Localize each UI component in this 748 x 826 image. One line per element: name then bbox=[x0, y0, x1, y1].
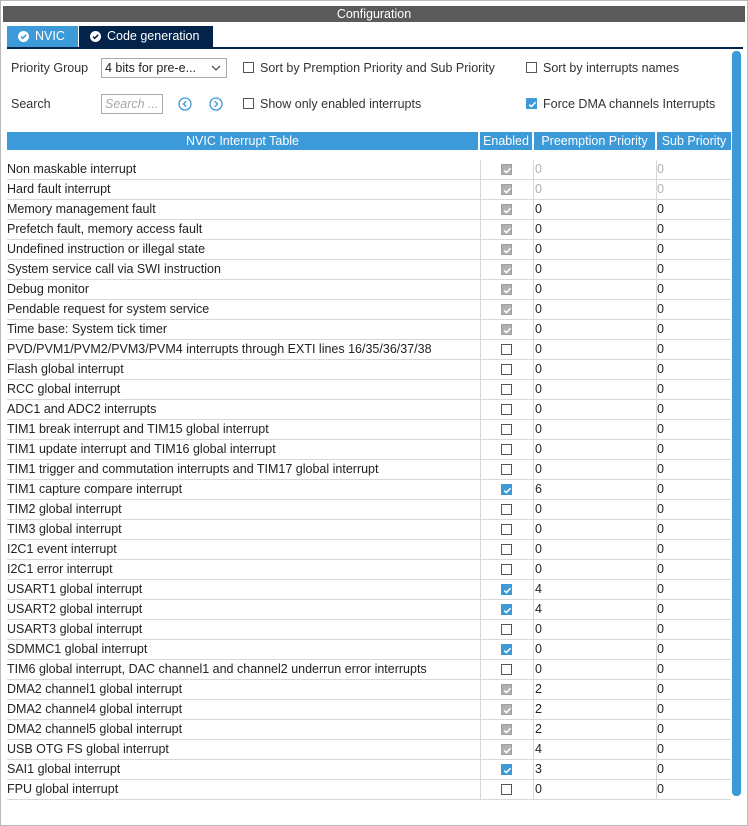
sub-priority-cell[interactable]: 0 bbox=[657, 402, 664, 416]
interrupt-name: Prefetch fault, memory access fault bbox=[7, 222, 203, 236]
preemption-priority-cell[interactable]: 0 bbox=[535, 462, 542, 476]
sub-priority-cell[interactable]: 0 bbox=[657, 602, 664, 616]
preemption-priority-cell[interactable]: 0 bbox=[535, 402, 542, 416]
preemption-priority-cell[interactable]: 0 bbox=[535, 382, 542, 396]
interrupt-name: TIM2 global interrupt bbox=[7, 502, 122, 516]
enabled-checkbox[interactable] bbox=[501, 544, 512, 555]
table-row[interactable] bbox=[7, 420, 731, 440]
table-row[interactable] bbox=[7, 300, 731, 320]
preemption-priority-cell[interactable]: 4 bbox=[535, 742, 542, 756]
enabled-checkbox[interactable] bbox=[501, 764, 512, 775]
table-row[interactable] bbox=[7, 260, 731, 280]
enabled-checkbox bbox=[501, 244, 512, 255]
force-dma-label: Force DMA channels Interrupts bbox=[543, 97, 716, 111]
table-row[interactable] bbox=[7, 780, 731, 800]
sub-priority-cell[interactable]: 0 bbox=[657, 322, 664, 336]
preemption-priority-cell[interactable]: 0 bbox=[535, 342, 542, 356]
search-field bbox=[101, 94, 163, 114]
table-row[interactable] bbox=[7, 760, 731, 780]
sub-priority-cell[interactable]: 0 bbox=[657, 642, 664, 656]
sub-priority-cell: 0 bbox=[657, 162, 664, 176]
table-row[interactable] bbox=[7, 500, 731, 520]
table-row[interactable] bbox=[7, 160, 731, 180]
interrupt-name: USB OTG FS global interrupt bbox=[7, 742, 169, 756]
enabled-checkbox bbox=[501, 284, 512, 295]
preemption-priority-cell[interactable]: 0 bbox=[535, 622, 542, 636]
preemption-priority-cell: 0 bbox=[535, 162, 542, 176]
table-row[interactable] bbox=[7, 320, 731, 340]
preemption-priority-cell[interactable]: 0 bbox=[535, 202, 542, 216]
preemption-priority-cell[interactable]: 2 bbox=[535, 702, 542, 716]
enabled-checkbox[interactable] bbox=[501, 364, 512, 375]
sub-priority-cell[interactable]: 0 bbox=[657, 282, 664, 296]
priority-group-select[interactable] bbox=[101, 58, 227, 78]
preemption-priority-cell[interactable]: 0 bbox=[535, 522, 542, 536]
check-circle-icon bbox=[90, 31, 101, 42]
enabled-checkbox bbox=[501, 724, 512, 735]
sub-priority-cell[interactable]: 0 bbox=[657, 722, 664, 736]
tab-bar bbox=[7, 26, 743, 49]
enabled-checkbox[interactable] bbox=[501, 624, 512, 635]
interrupt-name: I2C1 event interrupt bbox=[7, 542, 117, 556]
sub-priority-cell[interactable]: 0 bbox=[657, 422, 664, 436]
sub-priority-cell: 0 bbox=[657, 182, 664, 196]
interrupt-name: Time base: System tick timer bbox=[7, 322, 167, 336]
preemption-priority-cell[interactable]: 0 bbox=[535, 542, 542, 556]
sub-priority-cell[interactable]: 0 bbox=[657, 462, 664, 476]
preemption-priority-cell: 0 bbox=[535, 182, 542, 196]
table-row[interactable] bbox=[7, 560, 731, 580]
chevron-down-icon bbox=[210, 62, 222, 77]
interrupt-name: Memory management fault bbox=[7, 202, 156, 216]
enabled-checkbox[interactable] bbox=[501, 484, 512, 495]
vertical-scrollbar[interactable] bbox=[732, 51, 741, 796]
preemption-priority-cell[interactable]: 3 bbox=[535, 762, 542, 776]
interrupt-name: Undefined instruction or illegal state bbox=[7, 242, 206, 256]
interrupt-name: DMA2 channel1 global interrupt bbox=[7, 682, 183, 696]
preemption-priority-cell[interactable]: 0 bbox=[535, 782, 542, 796]
column-header-sub-priority[interactable]: Sub Priority bbox=[657, 132, 731, 150]
sort-names-label: Sort by interrupts names bbox=[543, 61, 680, 75]
interrupt-name: USART2 global interrupt bbox=[7, 602, 143, 616]
next-result-button[interactable] bbox=[209, 97, 223, 111]
table-row[interactable] bbox=[7, 660, 731, 680]
search-label: Search bbox=[11, 97, 51, 111]
enabled-checkbox[interactable] bbox=[501, 464, 512, 475]
interrupt-name: USART1 global interrupt bbox=[7, 582, 143, 596]
enabled-checkbox bbox=[501, 744, 512, 755]
sub-priority-cell[interactable]: 0 bbox=[657, 262, 664, 276]
sub-priority-cell[interactable]: 0 bbox=[657, 682, 664, 696]
interrupt-name: ADC1 and ADC2 interrupts bbox=[7, 402, 157, 416]
interrupt-name: Pendable request for system service bbox=[7, 302, 210, 316]
interrupt-name: DMA2 channel4 global interrupt bbox=[7, 702, 183, 716]
enabled-checkbox[interactable] bbox=[501, 524, 512, 535]
sub-priority-cell[interactable]: 0 bbox=[657, 762, 664, 776]
preemption-priority-cell[interactable]: 2 bbox=[535, 722, 542, 736]
sub-priority-cell[interactable]: 0 bbox=[657, 302, 664, 316]
tab-nvic[interactable] bbox=[7, 26, 78, 47]
enabled-checkbox[interactable] bbox=[501, 444, 512, 455]
interrupt-name: TIM3 global interrupt bbox=[7, 522, 122, 536]
sub-priority-cell[interactable]: 0 bbox=[657, 562, 664, 576]
table-row[interactable] bbox=[7, 240, 731, 260]
interrupt-name: TIM1 trigger and commutation interrupts and TIM17 global interrupt bbox=[7, 462, 379, 476]
interrupt-name: Debug monitor bbox=[7, 282, 89, 296]
table-row[interactable] bbox=[7, 280, 731, 300]
previous-result-button[interactable] bbox=[178, 97, 192, 111]
table-row[interactable] bbox=[7, 400, 731, 420]
enabled-checkbox bbox=[501, 224, 512, 235]
window-title: Configuration bbox=[3, 6, 745, 22]
preemption-priority-cell[interactable]: 0 bbox=[535, 662, 542, 676]
sub-priority-cell[interactable]: 0 bbox=[657, 502, 664, 516]
enabled-checkbox bbox=[501, 164, 512, 175]
preemption-priority-cell[interactable]: 0 bbox=[535, 282, 542, 296]
enabled-checkbox bbox=[501, 324, 512, 335]
sub-priority-cell[interactable]: 0 bbox=[657, 442, 664, 456]
enabled-checkbox[interactable] bbox=[501, 664, 512, 675]
sub-priority-cell[interactable]: 0 bbox=[657, 522, 664, 536]
column-header-interrupt[interactable]: NVIC Interrupt Table bbox=[7, 132, 478, 150]
table-row[interactable] bbox=[7, 720, 731, 740]
sort-names-checkbox[interactable] bbox=[526, 62, 537, 73]
interrupt-name: I2C1 error interrupt bbox=[7, 562, 113, 576]
enabled-checkbox bbox=[501, 304, 512, 315]
enabled-checkbox[interactable] bbox=[501, 404, 512, 415]
interrupt-name: TIM6 global interrupt, DAC channel1 and channel2 underrun error interrupts bbox=[7, 662, 427, 676]
table-row[interactable] bbox=[7, 340, 731, 360]
priority-group-label: Priority Group bbox=[11, 61, 89, 75]
interrupt-name: FPU global interrupt bbox=[7, 782, 119, 796]
enabled-checkbox[interactable] bbox=[501, 584, 512, 595]
table-row[interactable] bbox=[7, 220, 731, 240]
table-row[interactable] bbox=[7, 380, 731, 400]
interrupt-name: TIM1 break interrupt and TIM15 global interrupt bbox=[7, 422, 269, 436]
table-row[interactable] bbox=[7, 460, 731, 480]
table-row[interactable] bbox=[7, 620, 731, 640]
preemption-priority-cell[interactable]: 0 bbox=[535, 322, 542, 336]
interrupt-name: SAI1 global interrupt bbox=[7, 762, 121, 776]
sub-priority-cell[interactable]: 0 bbox=[657, 742, 664, 756]
enabled-checkbox[interactable] bbox=[501, 344, 512, 355]
table-row[interactable] bbox=[7, 540, 731, 560]
preemption-priority-cell[interactable]: 0 bbox=[535, 302, 542, 316]
enabled-checkbox bbox=[501, 704, 512, 715]
column-header-enabled[interactable]: Enabled bbox=[480, 132, 532, 150]
table-row[interactable] bbox=[7, 640, 731, 660]
sub-priority-cell[interactable]: 0 bbox=[657, 582, 664, 596]
interrupt-name: DMA2 channel5 global interrupt bbox=[7, 722, 183, 736]
sub-priority-cell[interactable]: 0 bbox=[657, 382, 664, 396]
preemption-priority-cell[interactable]: 4 bbox=[535, 602, 542, 616]
enabled-checkbox[interactable] bbox=[501, 644, 512, 655]
sub-priority-cell[interactable]: 0 bbox=[657, 202, 664, 216]
sub-priority-cell[interactable]: 0 bbox=[657, 622, 664, 636]
preemption-priority-cell[interactable]: 6 bbox=[535, 482, 542, 496]
enabled-checkbox bbox=[501, 204, 512, 215]
interrupt-name: USART3 global interrupt bbox=[7, 622, 143, 636]
sub-priority-cell[interactable]: 0 bbox=[657, 662, 664, 676]
sub-priority-cell[interactable]: 0 bbox=[657, 702, 664, 716]
tab-label: Code generation bbox=[107, 29, 200, 43]
enabled-checkbox bbox=[501, 184, 512, 195]
interrupt-name: System service call via SWI instruction bbox=[7, 262, 221, 276]
preemption-priority-cell[interactable]: 0 bbox=[535, 262, 542, 276]
preemption-priority-cell[interactable]: 0 bbox=[535, 642, 542, 656]
priority-group-value: 4 bits for pre-e... bbox=[105, 61, 197, 75]
tab-label: NVIC bbox=[35, 29, 65, 43]
preemption-priority-cell[interactable]: 4 bbox=[535, 582, 542, 596]
sub-priority-cell[interactable]: 0 bbox=[657, 362, 664, 376]
force-dma-checkbox[interactable] bbox=[526, 98, 537, 109]
enabled-checkbox[interactable] bbox=[501, 784, 512, 795]
preemption-priority-cell[interactable]: 0 bbox=[535, 242, 542, 256]
sort-preemption-checkbox[interactable] bbox=[243, 62, 254, 73]
preemption-priority-cell[interactable]: 0 bbox=[535, 442, 542, 456]
table-row[interactable] bbox=[7, 700, 731, 720]
interrupt-name: RCC global interrupt bbox=[7, 382, 121, 396]
interrupt-name: PVD/PVM1/PVM2/PVM3/PVM4 interrupts through EXTI lines 16/35/36/37/38 bbox=[7, 342, 432, 356]
enabled-checkbox[interactable] bbox=[501, 504, 512, 515]
sub-priority-cell[interactable]: 0 bbox=[657, 482, 664, 496]
preemption-priority-cell[interactable]: 0 bbox=[535, 502, 542, 516]
enabled-checkbox bbox=[501, 684, 512, 695]
table-row[interactable] bbox=[7, 480, 731, 500]
interrupt-name: Non maskable interrupt bbox=[7, 162, 137, 176]
table-row[interactable] bbox=[7, 180, 731, 200]
table-row[interactable] bbox=[7, 520, 731, 540]
sub-priority-cell[interactable]: 0 bbox=[657, 542, 664, 556]
tab-code-generation[interactable] bbox=[79, 26, 213, 47]
enabled-checkbox[interactable] bbox=[501, 604, 512, 615]
enabled-checkbox bbox=[501, 264, 512, 275]
table-row[interactable] bbox=[7, 600, 731, 620]
interrupt-name: TIM1 update interrupt and TIM16 global interrupt bbox=[7, 442, 276, 456]
table-row[interactable] bbox=[7, 440, 731, 460]
sub-priority-cell[interactable]: 0 bbox=[657, 242, 664, 256]
show-enabled-label: Show only enabled interrupts bbox=[260, 97, 422, 111]
enabled-checkbox[interactable] bbox=[501, 424, 512, 435]
preemption-priority-cell[interactable]: 0 bbox=[535, 222, 542, 236]
sub-priority-cell[interactable]: 0 bbox=[657, 342, 664, 356]
enabled-checkbox[interactable] bbox=[501, 384, 512, 395]
enabled-checkbox[interactable] bbox=[501, 564, 512, 575]
sub-priority-cell[interactable]: 0 bbox=[657, 782, 664, 796]
preemption-priority-cell[interactable]: 0 bbox=[535, 362, 542, 376]
sort-preemption-label: Sort by Premption Priority and Sub Priority bbox=[260, 61, 495, 75]
search-input[interactable] bbox=[103, 96, 165, 112]
preemption-priority-cell[interactable]: 2 bbox=[535, 682, 542, 696]
interrupt-name: SDMMC1 global interrupt bbox=[7, 642, 148, 656]
table-row[interactable] bbox=[7, 580, 731, 600]
table-row[interactable] bbox=[7, 740, 731, 760]
preemption-priority-cell[interactable]: 0 bbox=[535, 422, 542, 436]
table-header bbox=[7, 132, 731, 150]
table-row[interactable] bbox=[7, 360, 731, 380]
interrupt-name: Flash global interrupt bbox=[7, 362, 124, 376]
table-row[interactable] bbox=[7, 200, 731, 220]
show-enabled-checkbox[interactable] bbox=[243, 98, 254, 109]
column-header-preemption[interactable]: Preemption Priority bbox=[534, 132, 655, 150]
table-row[interactable] bbox=[7, 680, 731, 700]
sub-priority-cell[interactable]: 0 bbox=[657, 222, 664, 236]
check-circle-icon bbox=[18, 31, 29, 42]
interrupt-name: Hard fault interrupt bbox=[7, 182, 111, 196]
preemption-priority-cell[interactable]: 0 bbox=[535, 562, 542, 576]
interrupt-name: TIM1 capture compare interrupt bbox=[7, 482, 183, 496]
